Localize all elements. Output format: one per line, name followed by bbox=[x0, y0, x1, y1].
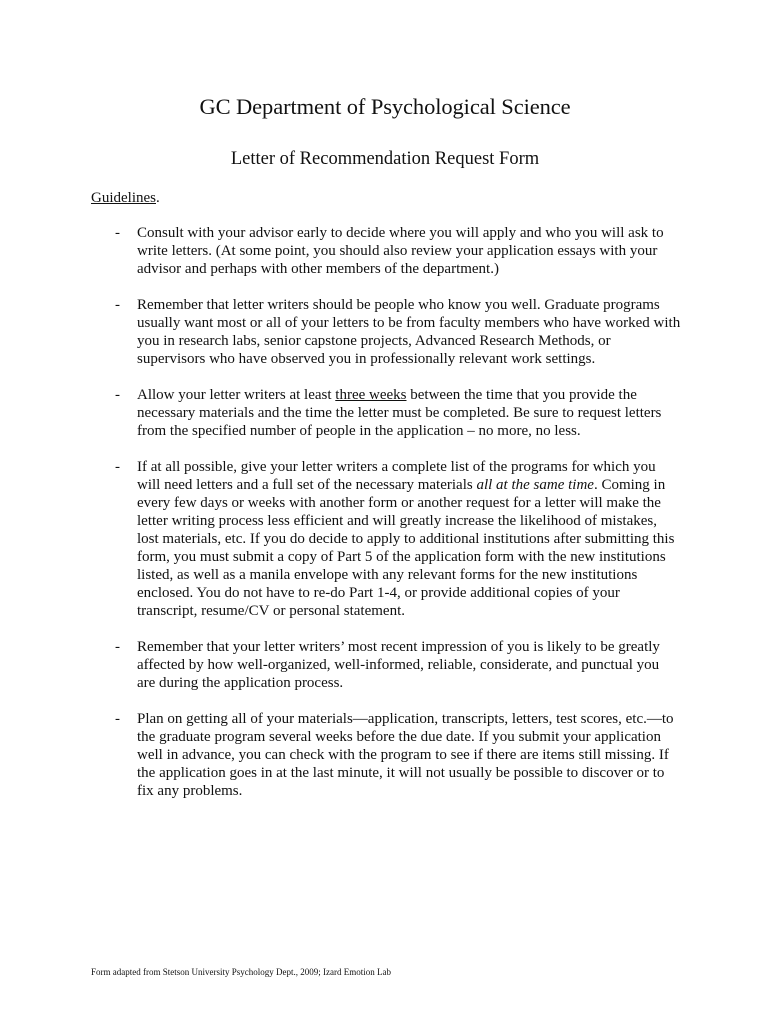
guideline-text: Remember that your letter writers’ most recent impression of you is likely to be greatly affected by how well-organized, well-informed, reliable, considerate, and punctual you are during the application process. bbox=[137, 639, 660, 691]
guidelines-heading bbox=[91, 188, 160, 208]
bullet-dash: - bbox=[115, 711, 120, 727]
bullet-dash: - bbox=[115, 459, 120, 475]
bullet-dash: - bbox=[115, 297, 120, 313]
guideline-text-start: If at all possible, give your letter writers a complete list of the programs for which you will need letters and a full set of the necessary materials bbox=[137, 459, 656, 493]
bullet-dash: - bbox=[115, 225, 120, 241]
guideline-text-end: between the time that you provide the necessary materials and the time the letter must be completed. Be sure to request letters from the specified number of people in the application – no more, no less. bbox=[137, 387, 662, 439]
guideline-text: Plan on getting all of your materials—application, transcripts, letters, test scores, etc.—to the graduate program several weeks before the due date. If you submit your application well in advance, you can check with the program to see if there are items still missing. If the application goes in at the last minute, it will not usually be possible to discover or to fix any problems. bbox=[137, 711, 674, 799]
guideline-text-start: Allow your letter writers at least bbox=[137, 387, 336, 403]
form-subtitle: Letter of Recommendation Request Form bbox=[230, 149, 540, 169]
guideline-item bbox=[91, 296, 681, 368]
guideline-text bbox=[137, 458, 681, 620]
footer-attribution: Form adapted from Stetson University Psychology Dept., 2009; Izard Emotion Lab bbox=[91, 967, 391, 977]
bullet-dash: - bbox=[115, 387, 120, 403]
guideline-item bbox=[91, 224, 681, 278]
document-title: GC Department of Psychological Science bbox=[199, 94, 571, 119]
guideline-item bbox=[91, 458, 681, 620]
guideline-emphasis-italic: all at the same time bbox=[476, 477, 594, 493]
guidelines-heading-label: Guidelines bbox=[91, 190, 156, 206]
guidelines-list bbox=[91, 224, 681, 818]
guideline-text bbox=[137, 386, 681, 440]
guideline-emphasis-underline: three weeks bbox=[335, 387, 407, 403]
guideline-text-end: . Coming in every few days or weeks with another form or another request for a letter will make the letter writing process less efficient and will greatly increase the likelihood of mistakes, lost materials, etc. If you do decide to apply to additional institutions after submitting this form, you must submit a copy of Part 5 of the application form with the new institutions listed, as well as a manila envelope with any relevant forms for the new institutions enclosed. You do not have to re-do Part 1-4, or provide additional copies of your transcript, resume/CV or personal statement. bbox=[137, 477, 675, 619]
guideline-item bbox=[91, 710, 681, 800]
guideline-text: Remember that letter writers should be people who know you well. Graduate programs usually want most or all of your letters to be from faculty members who have worked with you in research labs, senior capstone projects, Advanced Research Methods, or supervisors who have observed you in professionally relevant work settings. bbox=[137, 297, 681, 367]
guideline-text: Consult with your advisor early to decide where you will apply and who you will ask to write letters. (At some point, you should also review your application essays with your advisor and perhaps with other members of the department.) bbox=[137, 225, 664, 277]
guideline-item bbox=[91, 386, 681, 440]
guideline-item bbox=[91, 638, 681, 692]
bullet-dash: - bbox=[115, 639, 120, 655]
guidelines-heading-period: . bbox=[156, 190, 160, 206]
